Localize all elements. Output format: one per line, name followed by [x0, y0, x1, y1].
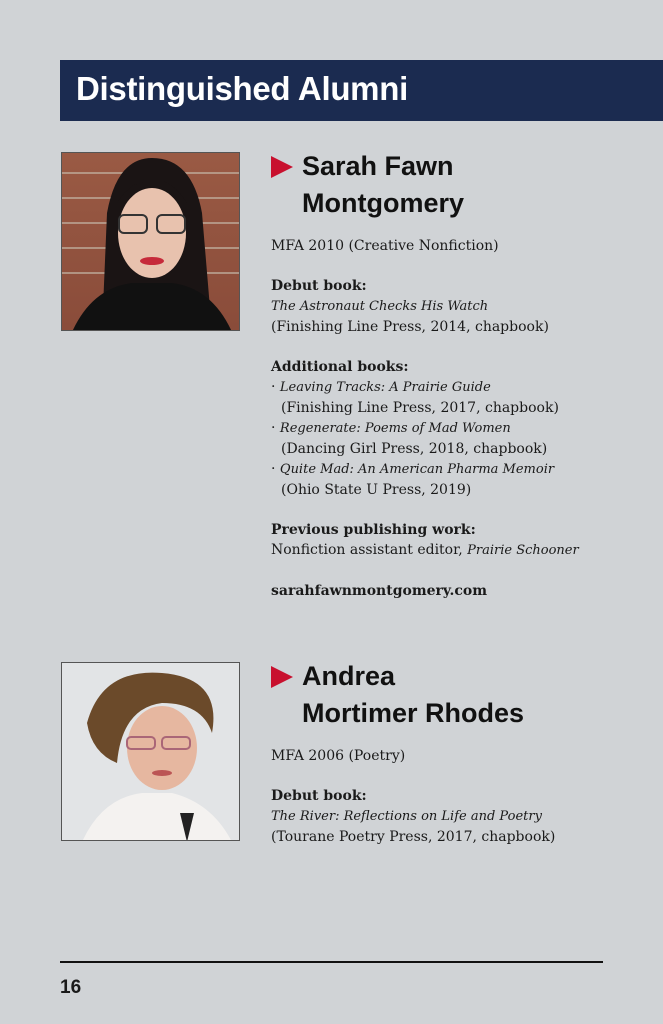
portrait-image	[62, 663, 240, 841]
book-title: Quite Mad: An American Pharma Memoir	[279, 462, 555, 477]
section-title: Distinguished Alumni	[76, 70, 408, 107]
portrait-image	[62, 153, 240, 331]
debut-title: The Astronaut Checks His Watch	[271, 299, 489, 314]
book-title: Regenerate: Poems of Mad Women	[279, 421, 511, 436]
previous-label: Previous publishing work:	[271, 522, 476, 538]
page-number: 16	[60, 977, 82, 998]
alumni-photo-andrea	[61, 662, 240, 841]
additional-label: Additional books:	[271, 359, 409, 375]
book-info: (Dancing Girl Press, 2018, chapbook)	[281, 441, 548, 457]
section-header	[60, 60, 663, 121]
alumni-photo-sarah	[61, 152, 240, 331]
book-info: (Finishing Line Press, 2017, chapbook)	[281, 400, 559, 416]
debut-label: Debut book:	[271, 278, 367, 294]
alumni-name: Sarah Fawn Montgomery	[271, 148, 651, 222]
alumni-entry-andrea	[271, 658, 651, 867]
book-info: (Ohio State U Press, 2019)	[281, 482, 472, 498]
degree: MFA 2010 (Creative Nonfiction)	[271, 238, 499, 254]
triangle-arrow-icon	[271, 156, 293, 178]
alumni-entry-sarah: Sarah Fawn Montgomery MFA 2010 (Creative Nonfiction) Debut book: The Astronaut Checks His Watch (Finishing Line Press, 2014, chapbook) Additional books: · Leaving Tracks: A Prairie Guide (Finishing Line Press, 2017, chapbook) · Regenerate: Poems of Mad Women (Dancing Girl Press, 2018, chapbook) · Quite Mad: An American Pharma Memoir (Ohio State U Press, 2019) Previous publishing work: Nonfiction assistant editor, Prairie Schooner sarahfawnmontgomery.com	[271, 148, 651, 621]
debut-label: Debut book:	[271, 788, 367, 804]
degree: MFA 2006 (Poetry)	[271, 748, 406, 764]
debut-info: (Finishing Line Press, 2014, chapbook)	[271, 319, 549, 335]
website-link[interactable]: sarahfawnmontgomery.com	[271, 583, 488, 599]
book-title: Leaving Tracks: A Prairie Guide	[279, 380, 491, 395]
debut-title: The River: Reflections on Life and Poetry	[271, 809, 542, 824]
debut-info: (Tourane Poetry Press, 2017, chapbook)	[271, 829, 556, 845]
footer-rule	[60, 961, 603, 963]
previous-publication: Prairie Schooner	[467, 543, 579, 558]
triangle-arrow-icon	[271, 666, 293, 688]
previous-text: Nonfiction assistant editor,	[271, 542, 468, 558]
alumni-name: Andrea Mortimer Rhodes	[271, 658, 651, 732]
